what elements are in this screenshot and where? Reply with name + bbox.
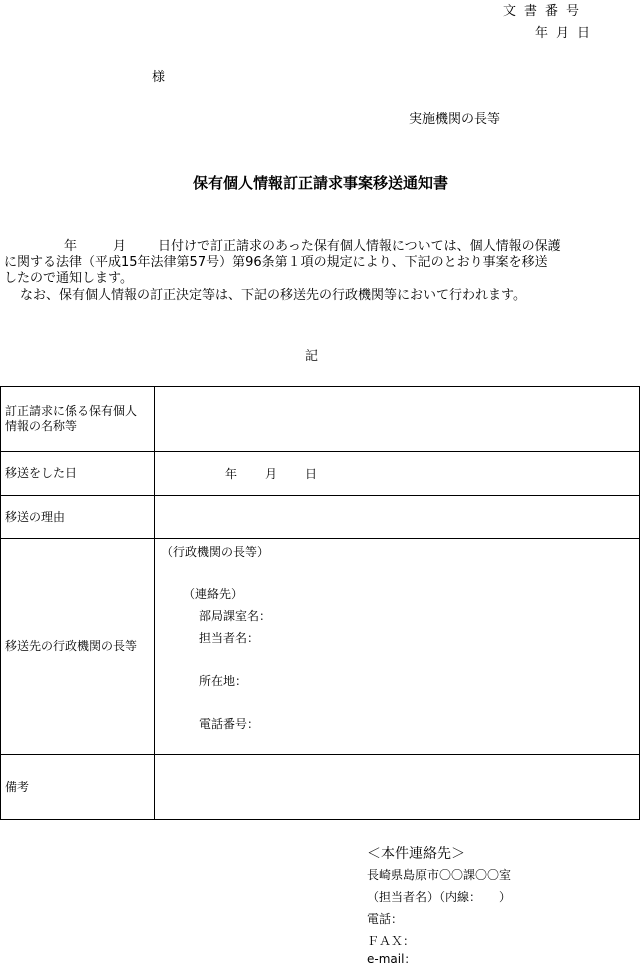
destination-person-label: 担当者名： [199, 631, 260, 645]
contact-heading: ＜本件連絡先＞ [367, 846, 465, 862]
table-row [1, 539, 640, 755]
transfer-date-year: 年 [225, 467, 238, 481]
row-value-destination-agency[interactable] [155, 539, 640, 755]
body-text-line3: したので通知します。 [4, 271, 133, 286]
body-text-line1: 日付けで訂正請求のあった保有個人情報については、個人情報の保護 [158, 239, 561, 254]
contact-person: （担当者名）（内線： ） [367, 890, 512, 904]
contact-organization: 長崎県島原市〇〇課〇〇室 [367, 868, 512, 882]
destination-address-label: 所在地： [199, 674, 248, 688]
destination-dept-label: 部局課室名： [199, 609, 272, 623]
row-label-info-name: 訂正請求に係る保有個人情報の名称等 [1, 387, 155, 452]
document-title: 保有個人情報訂正請求事案移送通知書 [192, 174, 448, 192]
date-label: 年月日 [535, 26, 599, 41]
recipient-honorific: 様 [152, 70, 166, 85]
contact-email: e-mail： [367, 952, 417, 966]
table-row [1, 387, 640, 452]
sender-label: 実施機関の長等 [409, 112, 501, 127]
contact-tel: 電話： [367, 912, 404, 926]
row-label-destination-agency: 移送先の行政機関の長等 [1, 539, 155, 755]
body-year: 年 [64, 239, 78, 254]
transfer-date-day: 日 [305, 467, 318, 481]
row-value-remarks[interactable] [155, 755, 640, 820]
destination-head-label: （行政機関の長等） [161, 545, 270, 559]
body-month: 月 [113, 239, 127, 254]
contact-fax: ＦＡＸ： [367, 934, 416, 948]
ki-label: 記 [305, 349, 319, 364]
body-text-note: なお、保有個人情報の訂正決定等は、下記の移送先の行政機関等において行われます。 [20, 288, 526, 303]
table-row [1, 755, 640, 820]
row-value-transfer-date[interactable] [155, 452, 640, 496]
row-label-remarks: 備考 [1, 755, 155, 820]
table-row [1, 496, 640, 539]
transfer-details-table [0, 386, 640, 820]
body-text-line2: に関する法律（平成15年法律第57号）第96条第１項の規定により、下記のとおり事案を移送 [4, 255, 548, 270]
document-number-label: 文書番号 [503, 4, 588, 19]
transfer-date-month: 月 [265, 467, 278, 481]
row-value-info-name[interactable] [155, 387, 640, 452]
row-label-transfer-date: 移送をした日 [1, 452, 155, 496]
destination-phone-label: 電話番号： [199, 717, 260, 731]
table-row [1, 452, 640, 496]
destination-contact-label: （連絡先） [183, 587, 244, 601]
row-label-transfer-reason: 移送の理由 [1, 496, 155, 539]
row-value-transfer-reason[interactable] [155, 496, 640, 539]
